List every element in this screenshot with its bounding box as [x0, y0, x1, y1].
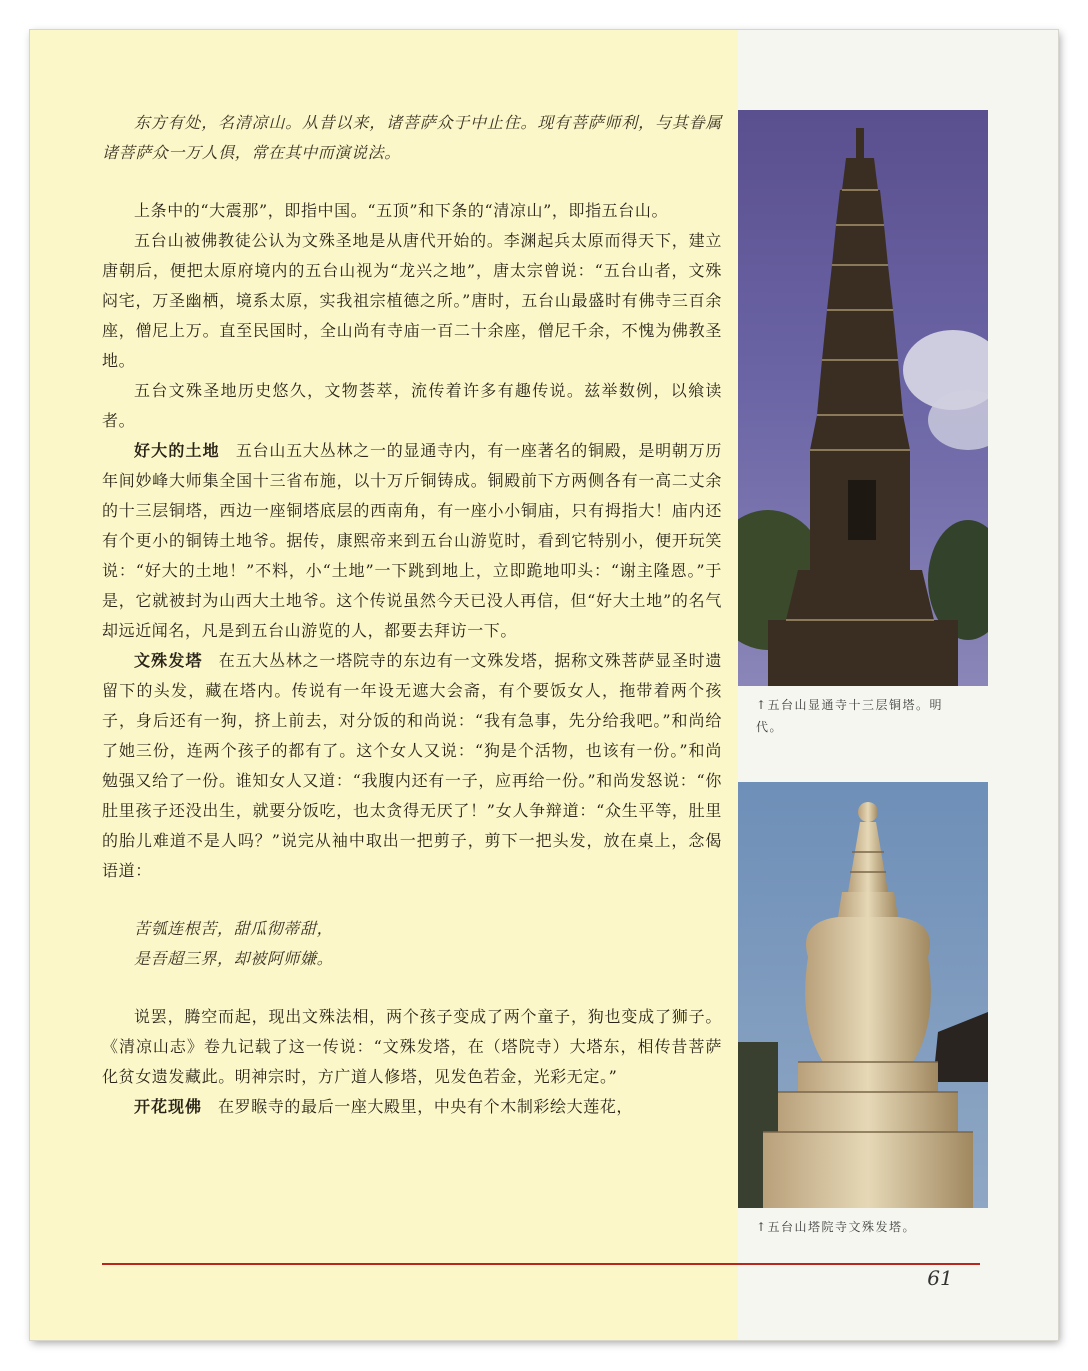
section-wenshufata — [102, 646, 722, 886]
section-haodadetudi — [102, 436, 722, 646]
paragraph-text: 五台山五大丛林之一的显通寺内，有一座著名的铜殿，是明朝万历年间妙峰大师集全国十三省布施，以十万斤铜铸成。铜殿前下方两侧各有一高二丈余的十三层铜塔，西边一座铜塔底层的西南角，有一座小小铜庙，只有拇指大！庙内还有个更小的铜铸土地爷。据传，康熙帝来到五台山游览时，看到它特别小，便开玩笑说：“好大的土地！”不料，小“土地”一下跳到地上，立即跪地叩头：“谢主隆恩。”于是，它就被封为山西大土地爷。这个传说虽然今天已没人再信，但“好大土地”的名气却远近闻名，凡是到五台山游览的人，都要去拜访一下。 — [102, 441, 722, 640]
white-stupa-photo — [738, 782, 988, 1208]
paragraph-text: 在五大丛林之一塔院寺的东边有一文殊发塔，据称文殊菩萨显圣时遗留下的头发，藏在塔内。传说有一年设无遮大会斋，有个要饭女人，拖带着两个孩子，身后还有一狗，挤上前去，对分饭的和尚说：“我有急事，先分给我吧。”和尚给了她三份，连两个孩子的都有了。这个女人又说：“狗是个活物，也该有一份。”和尚勉强又给了一份。谁知女人又道：“我腹内还有一子，应再给一份。”和尚发怒说：“你肚里孩子还没出生，就要分饭吃，也太贪得无厌了！”女人争辩道：“众生平等，肚里的胎儿难道不是人吗？”说完从袖中取出一把剪子，剪下一把头发，放在桌上，念偈语道： — [102, 651, 722, 880]
photo-caption: ↑五台山显通寺十三层铜塔。明代。 — [756, 698, 944, 734]
section-heading: 开花现佛 — [134, 1097, 203, 1116]
section-kaihuaxianfo — [102, 1092, 722, 1122]
body-text — [102, 108, 722, 1122]
paragraph: 五台山被佛教徒公认为文殊圣地是从唐代开始的。李渊起兵太原而得天下，建立唐朝后，便把太原府境内的五台山视为“龙兴之地”，唐太宗曾说：“五台山者，文殊闷宅，万圣幽栖，境系太原，实我祖宗植德之所。”唐时，五台山最盛时有佛寺三百余座，僧尼上万。直至民国时，全山尚有寺庙一百二十余座，僧尼千余，不愧为佛教圣地。 — [102, 231, 722, 370]
verse-line: 苦瓠连根苦，甜瓜彻蒂甜， — [134, 919, 334, 938]
paragraph: 说罢，腾空而起，现出文殊法相，两个孩子变成了两个童子，狗也变成了狮子。《清凉山志》卷九记载了这一传说：“文殊发塔，在（塔院寺）大塔东，相传昔菩萨化贫女遗发藏此。明神宗时，方广道人修塔，见发色若金，光彩无定。” — [102, 1007, 722, 1086]
section-heading: 文殊发塔 — [134, 651, 203, 670]
book-page — [30, 30, 1058, 1340]
paragraph: 上条中的“大震那”，即指中国。“五顶”和下条的“清凉山”，即指五台山。 — [134, 201, 669, 220]
bronze-pagoda-photo — [738, 110, 988, 686]
footer-rule — [102, 1263, 980, 1265]
page-number: 61 — [927, 1266, 953, 1290]
photo-caption: ↑五台山塔院寺文殊发塔。 — [756, 1220, 917, 1234]
scripture-quote: 东方有处，名清凉山。从昔以来，诸菩萨众于中止住。现有菩萨师利，与其眷属诸菩萨众一万人俱，常在其中而演说法。 — [102, 113, 722, 162]
paragraph: 五台文殊圣地历史悠久，文物荟萃，流传着许多有趣传说。兹举数例，以飨读者。 — [102, 381, 722, 430]
verse-line: 是吾超三界，却被阿师嫌。 — [134, 949, 334, 968]
section-heading: 好大的土地 — [134, 441, 220, 460]
paragraph-text: 在罗睺寺的最后一座大殿里，中央有个木制彩绘大莲花， — [218, 1097, 634, 1116]
